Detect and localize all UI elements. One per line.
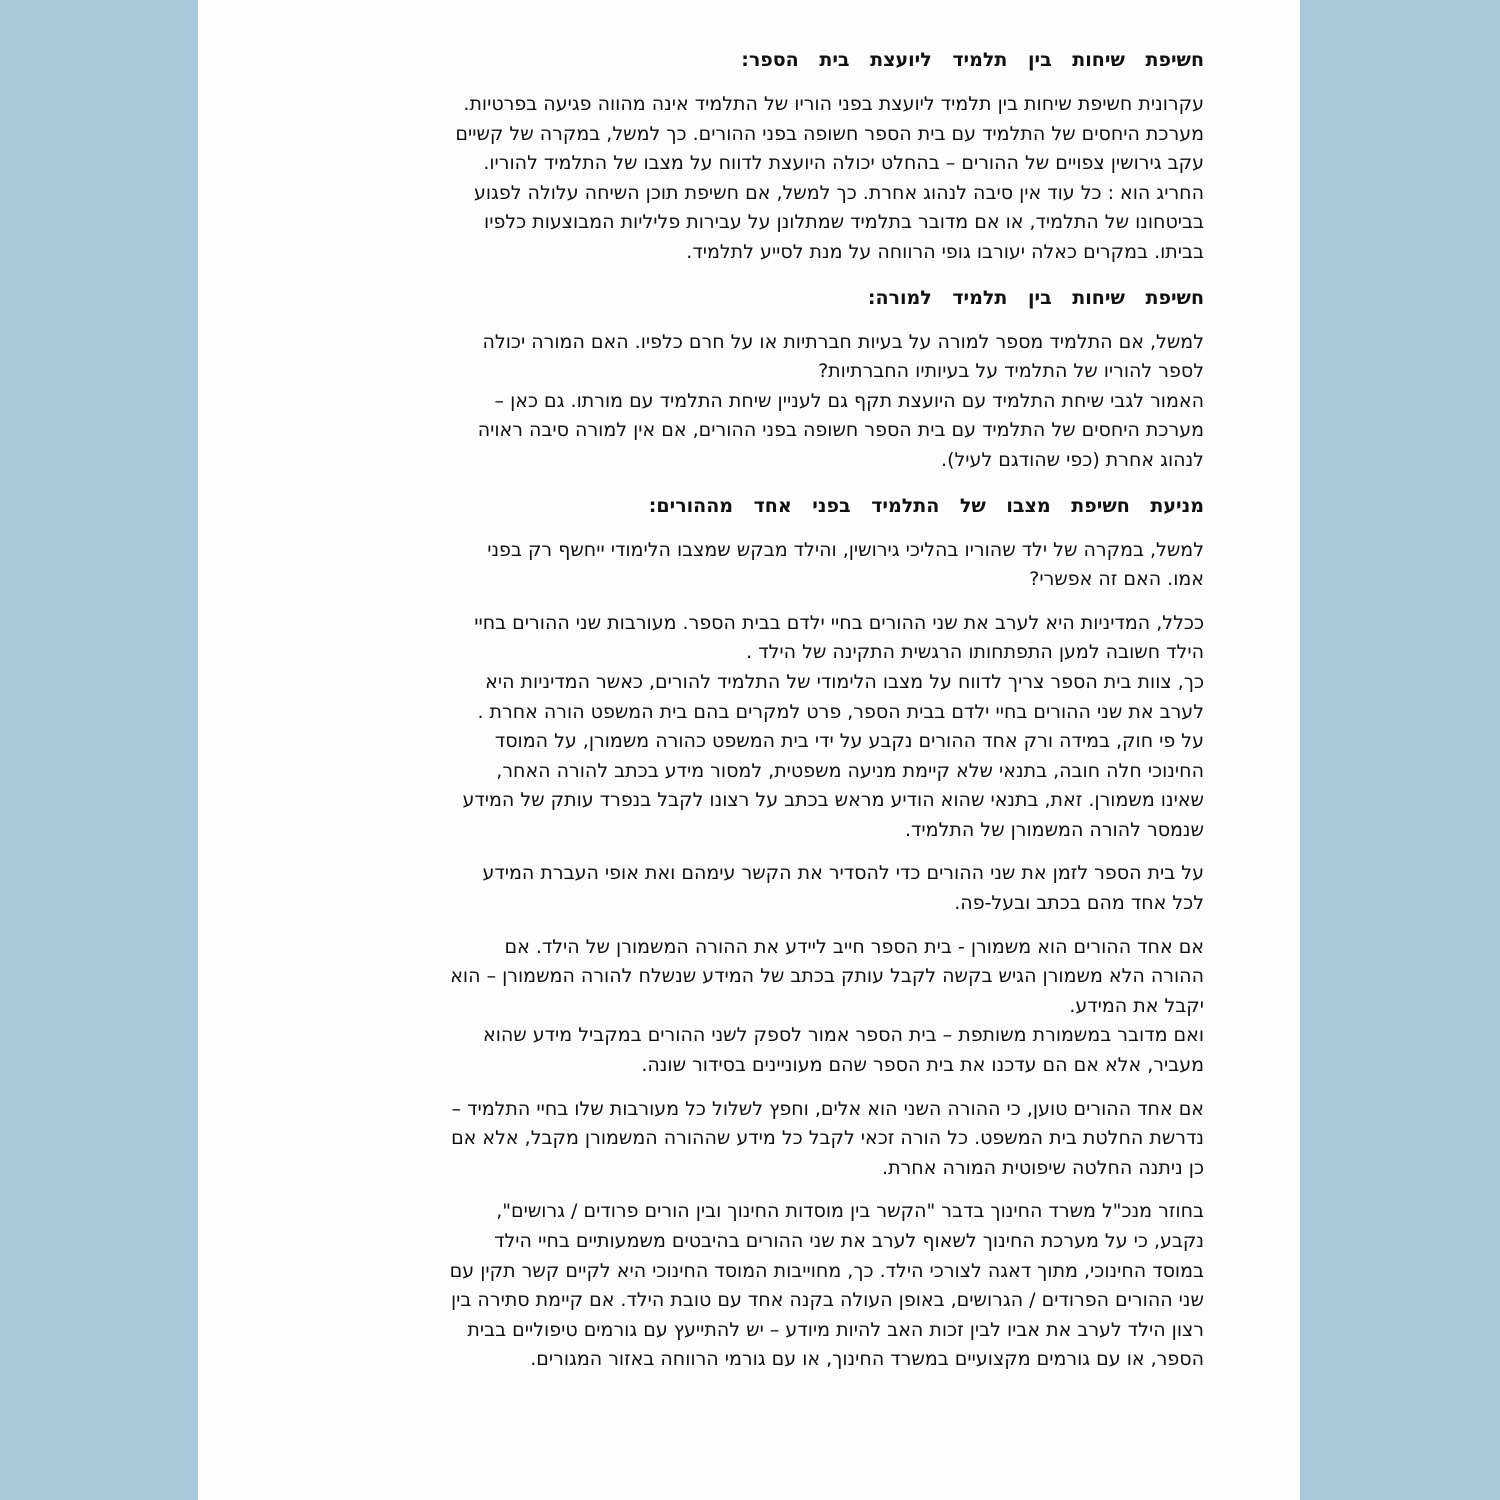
- document-page: [198, 0, 1300, 1500]
- section-heading-teacher: חשיפת שיחות בין תלמיד למורה:: [867, 286, 1204, 309]
- text-line: שני ההורים הפרודים / הגרושים, באופן העולה בקנה אחד עם טובת הילד. אם קיימת סתירה בין: [450, 1289, 1204, 1312]
- text-line: אם אחד ההורים הוא משמורן - בית הספר חייב ליידע את ההורה המשמורן של הילד. אם: [504, 935, 1204, 958]
- text-line: לספר להוריו של התלמיד על בעיותיו החברתיות?: [818, 360, 1204, 383]
- text-line: נקבע, כי על מערכת החינוך לשאוף לערב את שני ההורים בהיבטים משמעותיים בחיי הילד: [494, 1230, 1204, 1252]
- paragraph-violence: [294, 1095, 1204, 1184]
- text-line: לכל אחד מהם בכתב ובעל-פה.: [954, 892, 1204, 915]
- text-line: מעביר, אלא אם הם עדכנו את בית הספר שהם מעוניינים בסידור שונה.: [641, 1054, 1204, 1077]
- text-line: ואם מדובר במשמורת משותפת – בית הספר אמור לספק לשני ההורים במקביל מידע שהוא: [483, 1024, 1204, 1047]
- paragraph-counselor: [294, 90, 1204, 268]
- text-line: נדרשת החלטת בית המשפט. כל הורה זכאי לקבל כל מידע שההורה המשמורן מקבל, אלא אם: [451, 1127, 1204, 1150]
- text-line: במוסד החינוכי, מתוך דאגה לצורכי הילד. כך, מחוייבות המוסד החינוכי היא לקיים קשר תקין עם: [449, 1259, 1204, 1282]
- text-line: בביתו. במקרים כאלה יעורבו גופי הרווחה על מנת לסייע לתלמיד.: [686, 240, 1204, 263]
- text-line: החריג הוא : כל עוד אין סיבה לנהוג אחרת. כך למשל, אם חשיפת תוכן השיחה עלולה לפגוע: [473, 181, 1204, 204]
- text-line: כך, צוות בית הספר צריך לדווח על מצבו הלימודי של התלמיד להורים, כאשר המדיניות היא: [485, 670, 1204, 693]
- text-line: לערב את שני ההורים בחיי ילדם בבית הספר, פרט למקרים בהם בית המשפט הורה אחרת .: [477, 700, 1204, 723]
- text-line: יקבל את המידע.: [1069, 994, 1204, 1017]
- text-line: שאינו משמורן. זאת, בתנאי שהוא הודיע מראש בכתב על רצונו לקבל בנפרד עותק של המידע: [462, 789, 1204, 812]
- section-heading-parent: מניעת חשיפת מצבו של התלמיד בפני אחד מההורים:: [648, 494, 1204, 517]
- text-line: רצון הילד לערב את אביו לבין זכות האב להיות מיודע – יש להתייעץ עם גורמים טיפוליים בבית: [467, 1318, 1204, 1341]
- text-line: ההורה הלא משמורן הגיש בקשה לקבל עותק בכתב של המידע שנשלח להורה המשמורן – הוא: [450, 965, 1204, 988]
- paragraph-custody: [294, 933, 1204, 1081]
- text-line: למשל, במקרה של ילד שהוריו בהליכי גירושין, והילד מבקש שמצבו הלימודי ייחשף רק בפני: [487, 538, 1204, 561]
- text-line: בביטחונו של התלמיד, או אם מדובר בתלמיד שמתלונן על עבירות פליליות המבוצעות כלפיו: [484, 211, 1204, 234]
- text-line: למשל, אם התלמיד מספר למורה על בעיות חברתיות או על חרם כלפיו. האם המורה יכולה: [482, 330, 1204, 353]
- text-line: כן ניתנה החלטה שיפוטית המורה אחרת.: [882, 1156, 1204, 1179]
- paragraph-policy: [294, 609, 1204, 846]
- paragraph-summon: [294, 859, 1204, 918]
- text-line: בחוזר מנכ"ל משרד החינוך בדבר "הקשר בין מוסדות החינוך ובין הורים פרודים / גרושים",: [496, 1200, 1204, 1223]
- paragraph-directive: [294, 1197, 1204, 1375]
- section-heading-counselor: חשיפת שיחות בין תלמיד ליועצת בית הספר:: [741, 49, 1204, 71]
- text-line: עקב גירושין צפויים של ההורים – בהחלט יכולה היועצת לדווח על מצבו של התלמיד להוריו.: [483, 152, 1204, 175]
- text-line: הספר, או עם גורמים מקצועיים במשרד החינוך, או עם גורמי הרווחה באזור המגורים.: [530, 1348, 1204, 1371]
- text-line: עקרונית חשיפת שיחות בין תלמיד ליועצת בפני הוריו של התלמיד אינה מהווה פגיעה בפרטיות.: [463, 93, 1204, 115]
- text-line: מערכת היחסים של התלמיד עם בית הספר חשופה בפני ההורים. כך למשל, במקרה של קשיים: [455, 122, 1204, 145]
- text-line: לנהוג אחרת (כפי שהודגם לעיל).: [941, 448, 1204, 471]
- text-line: הילד חשובה למען התפתחותו הרגשית התקינה של הילד .: [746, 641, 1204, 664]
- text-line: אם אחד ההורים טוען, כי ההורה השני הוא אלים, וחפץ לשלול כל מעורבות שלו בחיי התלמיד –: [451, 1097, 1204, 1120]
- text-line: האמור לגבי שיחת התלמיד עם היועצת תקף גם לעניין שיחת התלמיד עם מורתו. גם כאן –: [494, 389, 1204, 412]
- text-line: החינוכי חלה חובה, בתנאי שלא קיימת מניעה משפטית, למסור מידע בכתב להורה האחר,: [496, 759, 1204, 782]
- text-line: שנמסר להורה המשמורן של התלמיד.: [905, 818, 1204, 841]
- text-line: מערכת היחסים של התלמיד עם בית הספר חשופה בפני ההורים, אם אין למורה סיבה ראויה: [477, 419, 1204, 442]
- text-line: על בית הספר לזמן את שני ההורים כדי להסדיר את הקשר עימהם ואת אופי העברת המידע: [482, 862, 1204, 885]
- paragraph-teacher: [294, 328, 1204, 476]
- text-line: אמו. האם זה אפשרי?: [1029, 568, 1204, 591]
- text-line: על פי חוק, במידה ורק אחד ההורים נקבע על ידי בית המשפט כהורה משמורן, על המוסד: [494, 730, 1204, 753]
- paragraph-example: [294, 536, 1204, 595]
- text-line: ככלל, המדיניות היא לערב את שני ההורים בחיי ילדם בבית הספר. מעורבות שני ההורים בחיי: [474, 611, 1204, 634]
